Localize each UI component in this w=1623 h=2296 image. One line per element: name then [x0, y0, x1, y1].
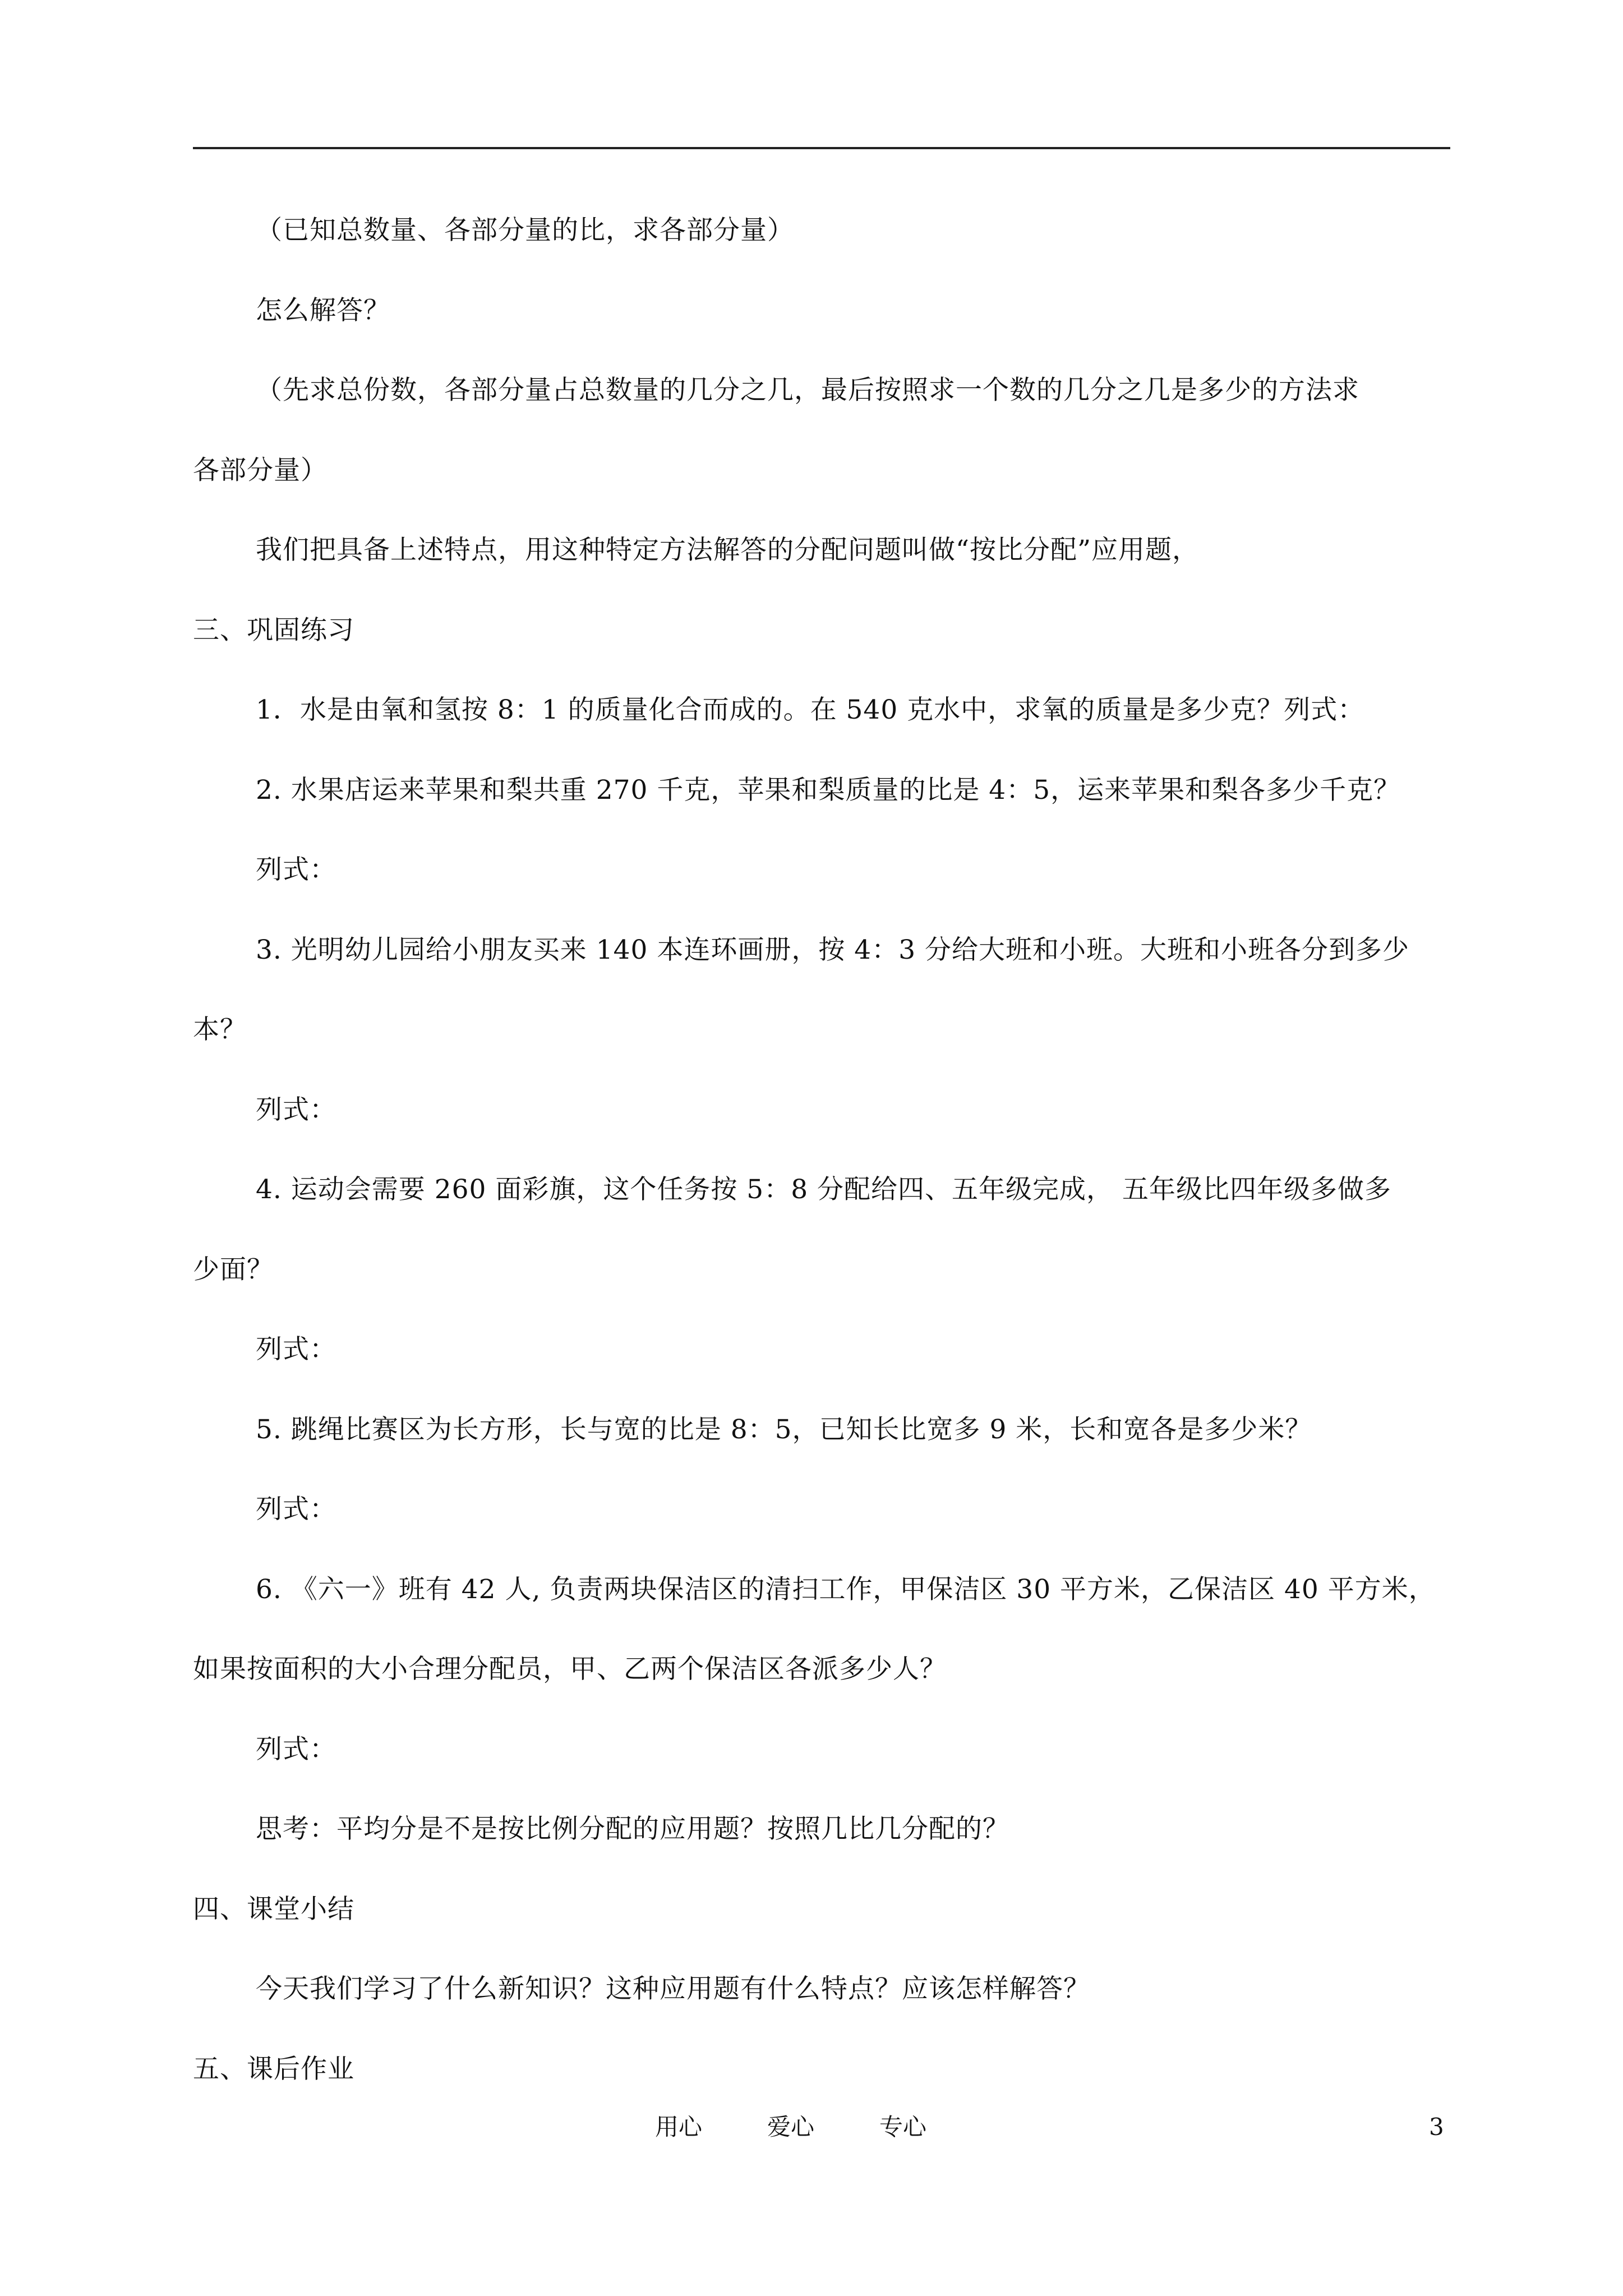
footer-motto-1: 用心	[655, 2113, 703, 2141]
footer-motto-3: 专心	[879, 2113, 927, 2141]
text-line: 各部分量）	[193, 455, 328, 486]
text-line: 我们把具备上述特点，用这种特定方法解答的分配问题叫做“按比分配”应用题，	[256, 535, 1200, 565]
section-heading: 三、巩固练习	[193, 615, 354, 646]
text-line: 怎么解答？	[256, 295, 390, 326]
header-rule	[193, 147, 1450, 149]
exercise-line: 1．水是由氧和氢按 8：1 的质量化合而成的。在 540 克水中，求氧的质量是多少克？列式：	[256, 694, 1365, 725]
formula-label: 列式：	[256, 1334, 336, 1365]
exercise-line: 如果按面积的大小合理分配员，甲、乙两个保洁区各派多少人？	[193, 1654, 947, 1685]
formula-label: 列式：	[256, 1494, 336, 1525]
exercise-line: 6. 《六一》班有 42 人, 负责两块保洁区的清扫工作，甲保洁区 30 平方米，乙保洁区 40 平方米，	[256, 1574, 1436, 1605]
page-number: 3	[1429, 2113, 1444, 2141]
section-heading: 四、课堂小结	[193, 1894, 354, 1925]
footer-motto-2: 爱心	[767, 2113, 815, 2141]
exercise-line: 2. 水果店运来苹果和梨共重 270 千克，苹果和梨质量的比是 4：5，运来苹果和梨各多少千克？	[256, 775, 1401, 806]
exercise-line: 少面？	[193, 1254, 274, 1285]
formula-label: 列式：	[256, 1094, 336, 1125]
text-line: 今天我们学习了什么新知识？这种应用题有什么特点？应该怎样解答？	[256, 1973, 1090, 2004]
formula-label: 列式：	[256, 1734, 336, 1765]
exercise-line: 3. 光明幼儿园给小朋友买来 140 本连环画册，按 4：3 分给大班和小班。大班和小班各分到多少	[256, 935, 1410, 965]
exercise-line: 4. 运动会需要 260 面彩旗，这个任务按 5：8 分配给四、五年级完成， 五年级比四年级多做多	[256, 1174, 1391, 1205]
text-line: 思考：平均分是不是按比例分配的应用题？按照几比几分配的？	[256, 1814, 1009, 1844]
text-line: （先求总份数，各部分量占总数量的几分之几，最后按照求一个数的几分之几是多少的方法求	[256, 375, 1359, 406]
formula-label: 列式：	[256, 854, 336, 885]
text-line: （已知总数量、各部分量的比，求各部分量）	[256, 215, 794, 246]
exercise-line: 5. 跳绳比赛区为长方形，长与宽的比是 8：5，已知长比宽多 9 米，长和宽各是多少米？	[256, 1414, 1312, 1445]
section-heading: 五、课后作业	[193, 2054, 354, 2085]
exercise-line: 本？	[193, 1014, 247, 1045]
